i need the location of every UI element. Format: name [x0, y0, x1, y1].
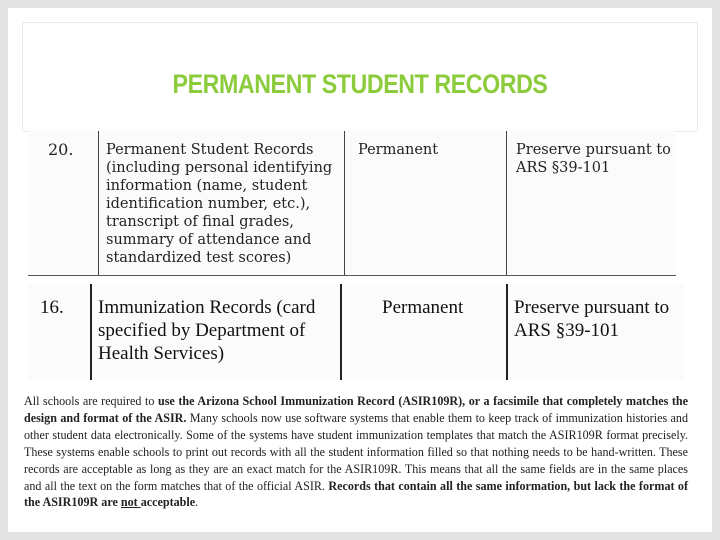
remarks-line: ARS §39-101: [514, 320, 620, 341]
body-paragraph: [24, 393, 688, 511]
column-divider: [506, 284, 508, 380]
body-not-underlined: not: [120, 495, 141, 510]
column-divider: [340, 284, 342, 380]
column-divider: [344, 131, 345, 276]
description-line: Immunization Records (card: [98, 297, 316, 318]
remarks-line: ARS §39-101: [516, 160, 611, 176]
retention-period: Permanent: [358, 142, 439, 158]
body-end: .: [195, 495, 199, 510]
description-line: information (name, student: [106, 178, 308, 194]
row-description: [106, 141, 332, 267]
description-line: standardized test scores): [106, 250, 292, 266]
row-description: [98, 296, 315, 365]
description-line: (including personal identifying: [106, 160, 333, 176]
title-band: [22, 22, 698, 132]
description-line: summary of attendance and: [106, 232, 312, 248]
description-line: Permanent Student Records: [106, 142, 314, 158]
body-acceptable-bold: acceptable: [140, 495, 196, 510]
row-number: 16.: [40, 297, 64, 318]
description-line: identification number, etc.),: [106, 196, 311, 212]
column-divider: [98, 131, 99, 276]
description-line: Health Services): [98, 343, 225, 364]
body-intro: All schools are required to: [24, 394, 158, 408]
row-divider: [28, 275, 676, 276]
column-divider: [506, 131, 507, 276]
body-explanation: Many schools now use software systems that enable them to keep track of immunization histories and other student data electronically. Some of the systems have student immunization templates that match the ASIR109R format precisely. These systems enable schools to print out records with all the student information filled so that nothing needs to be hand-written. These records are acceptable as long as they are an exact match for the ASIR109R. This means that all the same fields are in the same places and all the text on the form matches that of the official ASIR.: [24, 410, 688, 493]
remarks-line: Preserve pursuant to: [516, 142, 671, 158]
remarks: [516, 141, 671, 177]
row-number: 20.: [48, 140, 74, 159]
description-line: specified by Department of: [98, 320, 306, 341]
body-warning-bold: Records that contain all the same information, but lack the format of the ASIR109R are: [24, 478, 688, 510]
slide-title: PERMANENT STUDENT RECORDS: [172, 69, 548, 99]
records-table-row-20: [28, 131, 676, 276]
remarks: [514, 296, 669, 342]
description-line: transcript of final grades,: [106, 214, 294, 230]
remarks-line: Preserve pursuant to: [514, 297, 670, 318]
column-divider: [90, 284, 92, 380]
retention-period: Permanent: [382, 297, 464, 318]
records-table-row-16: [28, 284, 684, 380]
body-requirement-bold: use the Arizona School Immunization Record (ASIR109R), or a facsimile that completely matches the design and format of the ASIR.: [24, 394, 688, 425]
